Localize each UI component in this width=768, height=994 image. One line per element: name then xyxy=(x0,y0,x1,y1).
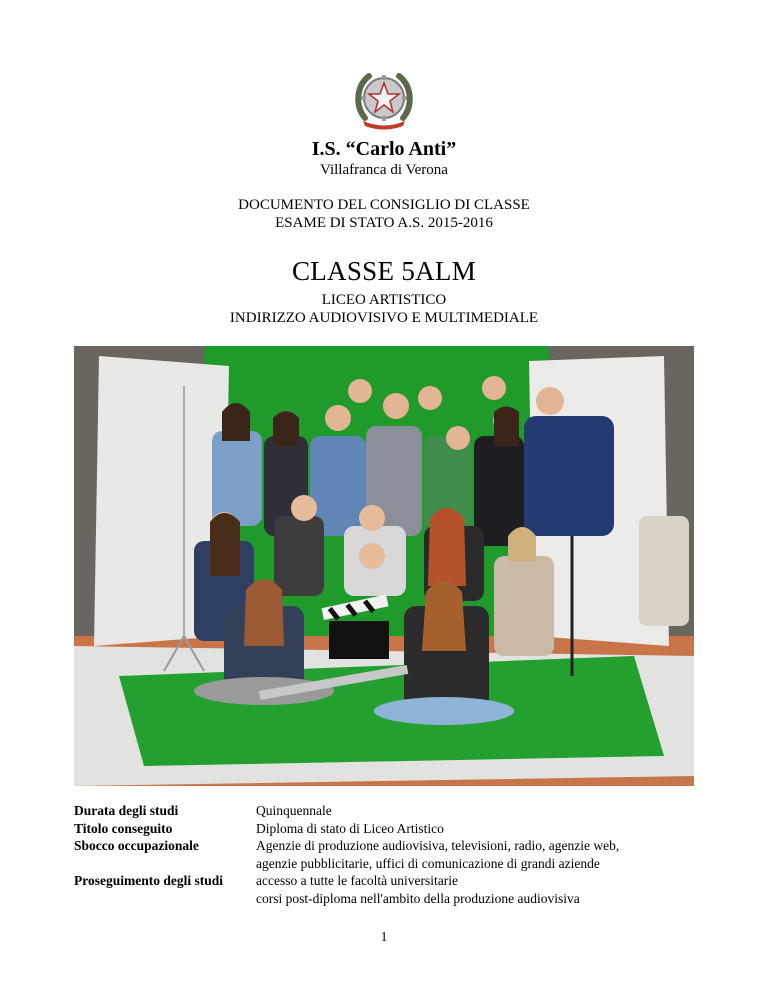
info-value: corsi post-diploma nell'ambito della produzione audiovisiva xyxy=(256,890,580,906)
document-title: DOCUMENTO DEL CONSIGLIO DI CLASSE xyxy=(238,197,530,213)
info-value: Agenzie di produzione audiovisiva, televisioni, radio, agenzie web, xyxy=(256,838,620,853)
info-label: Sbocco occupazionale xyxy=(74,838,199,853)
info-row-titolo xyxy=(74,820,714,838)
info-value: Diploma di stato di Liceo Artistico xyxy=(256,820,444,836)
page-number: 1 xyxy=(380,929,388,944)
info-value: Quinquennale xyxy=(256,803,332,818)
info-value: agenzie pubblicitarie, uffici di comunicazione di grandi aziende xyxy=(256,855,600,871)
school-name: I.S. “Carlo Anti” xyxy=(311,138,457,160)
class-photo xyxy=(74,346,694,786)
school-type: LICEO ARTISTICO xyxy=(321,292,447,308)
school-track: INDIRIZZO AUDIOVISIVO E MULTIMEDIALE xyxy=(229,310,539,326)
info-row-durata xyxy=(74,802,714,820)
italian-republic-emblem-icon xyxy=(351,66,417,132)
class-title: CLASSE 5ALM xyxy=(291,256,477,286)
info-label: Durata degli studi xyxy=(74,803,179,818)
info-values xyxy=(256,820,714,838)
school-city: Villafranca di Verona xyxy=(320,162,448,178)
info-value: accesso a tutte le facoltà universitarie xyxy=(256,873,459,888)
exam-title: ESAME DI STATO A.S. 2015-2016 xyxy=(275,215,493,231)
info-row-sbocco xyxy=(74,837,714,872)
info-row-proseguimento xyxy=(74,872,714,907)
info-values xyxy=(256,802,714,820)
info-label: Titolo conseguito xyxy=(74,820,173,836)
info-values xyxy=(256,837,714,872)
info-label: Proseguimento degli studi xyxy=(74,873,224,888)
course-info-table xyxy=(74,802,714,907)
clapperboard xyxy=(329,621,389,659)
info-values xyxy=(256,872,714,907)
